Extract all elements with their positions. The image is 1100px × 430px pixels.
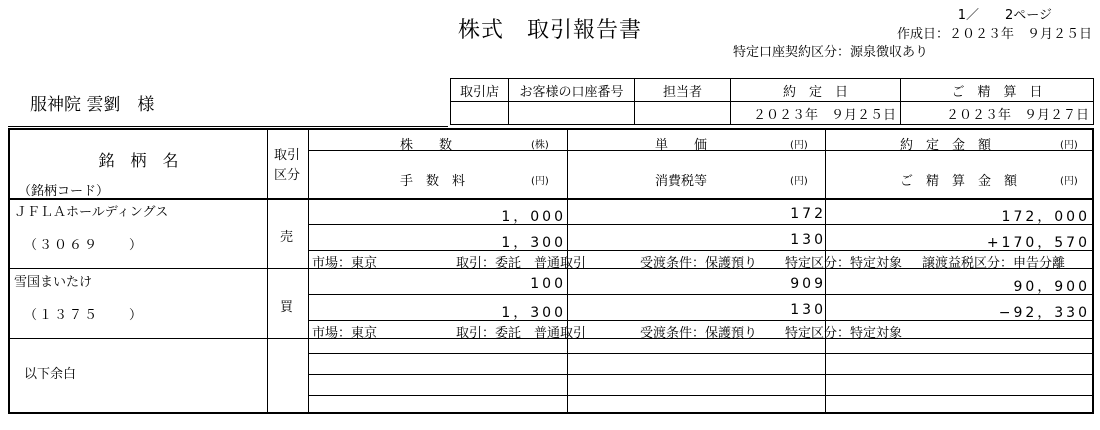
page-title: 株式 取引報告書 <box>457 18 642 43</box>
trade-1-type: 売 <box>280 230 294 245</box>
col-tax-unit: (円) <box>790 176 808 187</box>
page-number: 1／ 2ページ <box>957 8 1052 23</box>
trade-2-special: 特定区分：特定対象 <box>785 326 903 341</box>
header-account-number: お客様の口座番号 <box>509 79 635 102</box>
staff-value <box>635 102 731 125</box>
trade-2-type: 買 <box>280 300 294 315</box>
trade-1-market: 市場：東京 <box>312 256 378 271</box>
trade-2-amount: 90，900 <box>1013 279 1090 295</box>
trade-2-code: （１３７５ ） <box>24 308 145 323</box>
trade-1-special: 特定区分：特定対象 <box>785 256 903 271</box>
col-amount-header: 約 定 金 額 <box>900 138 992 153</box>
col-price-unit: (円) <box>790 140 808 151</box>
remainder-note: 以下余白 <box>24 367 77 382</box>
trade-2-fee: 1，300 <box>501 305 566 321</box>
settle-date-value: ２０２３年 ９月２７日 <box>901 102 1094 125</box>
trade-table <box>8 128 1094 414</box>
trade-1-tax: 130 <box>790 232 826 248</box>
col-settle-unit: (円) <box>1060 176 1078 187</box>
customer-name: 服神院 雲劉 様 <box>30 95 155 115</box>
col-amount-unit: (円) <box>1060 140 1078 151</box>
trade-1-amount: 172，000 <box>1001 209 1090 225</box>
branch-value <box>451 102 509 125</box>
col-fee-unit: (円) <box>531 176 549 187</box>
col-fee-header: 手 数 料 <box>400 174 466 189</box>
trade-1-price: 172 <box>790 206 826 222</box>
customer-underline <box>8 126 448 127</box>
trade-2-settle: −92，330 <box>998 305 1090 321</box>
trade-1-delivery: 受渡条件：保護預り <box>640 256 758 271</box>
trade-2-shares: 100 <box>530 276 566 292</box>
trade-2-price: 909 <box>790 276 826 292</box>
col-code-header: （銘柄コード） <box>18 184 110 199</box>
info-table <box>450 78 1094 125</box>
account-number-value <box>509 102 635 125</box>
account-type: 特定口座契約区分：源泉徴収あり <box>732 45 928 60</box>
header-trade-date: 約 定 日 <box>731 79 901 102</box>
trade-1-fee: 1，300 <box>501 235 566 251</box>
col-type-header-2: 区分 <box>274 168 301 183</box>
col-name-header: 銘 柄 名 <box>98 151 179 170</box>
trade-2-delivery: 受渡条件：保護預り <box>640 326 758 341</box>
trade-1-trade-kind: 取引：委託 普通取引 <box>456 256 587 271</box>
col-shares-header: 株 数 <box>400 138 453 153</box>
trade-1-tax-kind: 譲渡益税区分：申告分離 <box>922 256 1066 271</box>
trade-date-value: ２０２３年 ９月２５日 <box>731 102 901 125</box>
col-tax-header: 消費税等 <box>655 174 708 189</box>
trade-1-settle: +170，570 <box>986 235 1090 251</box>
trade-1-code: （３０６９ ） <box>24 238 145 253</box>
trade-1-shares: 1，000 <box>501 209 566 225</box>
col-settle-header: ご 精 算 金 額 <box>900 174 1018 189</box>
trade-2-name: 雪国まいたけ <box>14 275 93 290</box>
col-price-header: 単 価 <box>655 138 708 153</box>
col-shares-unit: (株) <box>531 140 549 151</box>
trade-2-tax: 130 <box>790 302 826 318</box>
col-type-header-1: 取引 <box>274 148 301 163</box>
trade-2-market: 市場：東京 <box>312 326 378 341</box>
trade-1-name: ＪＦＬＡホールディングス <box>14 205 169 220</box>
trade-2-trade-kind: 取引：委託 普通取引 <box>456 326 587 341</box>
header-staff: 担当者 <box>635 79 731 102</box>
created-date: 作成日：２０２３年 ９月２５日 <box>896 27 1092 42</box>
header-settle-date: ご 精 算 日 <box>901 79 1094 102</box>
header-branch: 取引店 <box>451 79 509 102</box>
